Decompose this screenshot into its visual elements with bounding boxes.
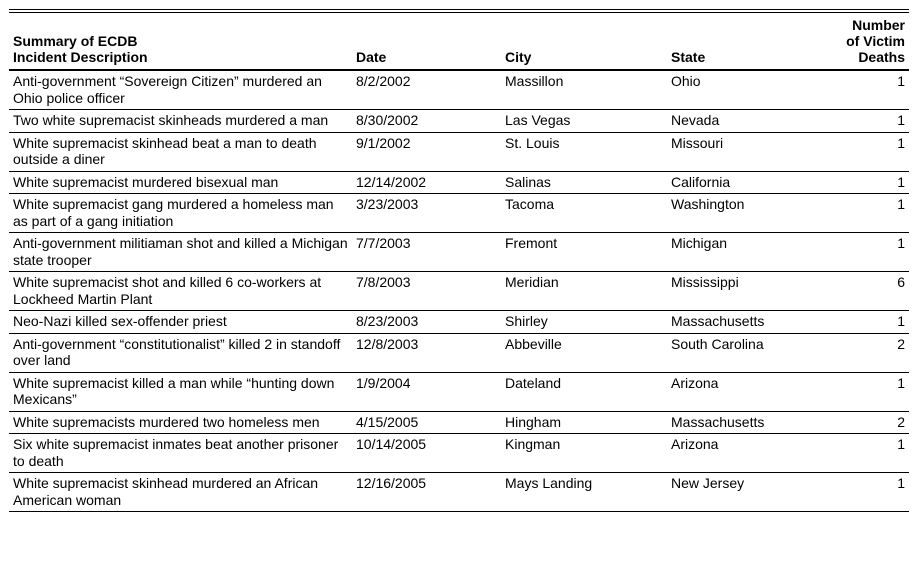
cell-city: Las Vegas (505, 112, 571, 128)
cell-date: 1/9/2004 (356, 374, 411, 391)
cell-deaths: 1 (897, 134, 905, 151)
header-description (9, 17, 352, 70)
cell-city: Dateland (505, 374, 562, 391)
table-row (9, 171, 909, 194)
cell-date: 4/15/2005 (356, 413, 419, 430)
cell-deaths: 1 (897, 173, 905, 190)
cell-date: 7/8/2003 (356, 274, 411, 290)
header-city: City (505, 49, 532, 65)
cell-description: White supremacist shot and killed 6 co-workers at Lockheed Martin Plant (13, 274, 322, 307)
cell-description: White supremacist gang murdered a homeless man as part of a gang initiation (13, 196, 334, 229)
table-row (9, 311, 909, 334)
header-deaths-line1: Number (852, 17, 905, 33)
table-row (9, 70, 909, 110)
cell-deaths: 1 (897, 112, 905, 128)
cell-state: Arizona (671, 374, 719, 391)
table-header (9, 17, 909, 70)
cell-state: Massachusetts (671, 413, 765, 430)
cell-description: White supremacist murdered bisexual man (13, 173, 279, 190)
cell-description: Six white supremacist inmates beat another prisoner to death (13, 436, 339, 469)
cell-date: 9/1/2002 (356, 134, 411, 151)
header-description-line2: Incident Description (13, 49, 148, 65)
header-description-line1: Summary of ECDB (13, 33, 138, 49)
cell-city: Salinas (505, 173, 551, 190)
cell-city: Hingham (505, 413, 562, 430)
header-deaths-line2: of Victim (846, 33, 905, 49)
cell-state: Missouri (671, 134, 724, 151)
table-row (9, 372, 909, 411)
cell-date: 7/7/2003 (356, 235, 411, 251)
cell-city: Kingman (505, 436, 561, 452)
cell-date: 12/14/2002 (356, 173, 427, 190)
cell-date: 8/30/2002 (356, 112, 419, 128)
cell-date: 12/8/2003 (356, 335, 419, 352)
header-deaths-line3: Deaths (858, 49, 905, 65)
cell-state: Arizona (671, 436, 719, 452)
header-row (9, 17, 909, 70)
cell-state: Washington (671, 196, 745, 212)
table-body (9, 70, 909, 512)
table-row (9, 194, 909, 233)
top-double-rule (9, 9, 909, 13)
cell-description: Anti-government “Sovereign Citizen” murdered an Ohio police officer (13, 73, 322, 106)
table-row (9, 132, 909, 171)
cell-deaths: 1 (897, 73, 905, 89)
cell-city: Massillon (505, 73, 564, 89)
cell-description: Anti-government “constitutionalist” killed 2 in standoff over land (13, 335, 341, 368)
header-state: State (671, 49, 706, 65)
cell-description: White supremacist skinhead murdered an African American woman (13, 475, 319, 508)
header-deaths (829, 17, 909, 70)
cell-deaths: 2 (897, 413, 905, 430)
cell-deaths: 1 (897, 313, 905, 329)
cell-deaths: 1 (897, 235, 905, 251)
cell-deaths: 6 (897, 274, 905, 290)
cell-deaths: 1 (897, 374, 905, 391)
table-row (9, 333, 909, 372)
cell-date: 8/23/2003 (356, 313, 419, 329)
incident-table-container (9, 9, 909, 512)
cell-state: California (671, 173, 731, 190)
cell-date: 8/2/2002 (356, 73, 411, 89)
cell-description: White supremacist skinhead beat a man to death outside a diner (13, 134, 317, 167)
cell-state: Mississippi (671, 274, 739, 290)
cell-deaths: 2 (897, 335, 905, 352)
cell-state: Massachusetts (671, 313, 765, 329)
cell-description: White supremacists murdered two homeless men (13, 413, 320, 430)
cell-state: South Carolina (671, 335, 764, 352)
cell-date: 10/14/2005 (356, 436, 427, 452)
cell-city: Abbeville (505, 335, 562, 352)
cell-city: Fremont (505, 235, 558, 251)
table-row (9, 411, 909, 434)
cell-description: White supremacist killed a man while “hunting down Mexicans” (13, 374, 335, 407)
cell-description: Neo-Nazi killed sex-offender priest (13, 313, 227, 329)
cell-state: Nevada (671, 112, 720, 128)
cell-date: 3/23/2003 (356, 196, 419, 212)
cell-city: Shirley (505, 313, 548, 329)
cell-state: Michigan (671, 235, 728, 251)
cell-city: Mays Landing (505, 475, 593, 491)
cell-deaths: 1 (897, 475, 905, 491)
cell-state: Ohio (671, 73, 701, 89)
cell-deaths: 1 (897, 196, 905, 212)
table-row (9, 473, 909, 512)
cell-description: Anti-government militiaman shot and killed a Michigan state trooper (13, 235, 348, 268)
table-row (9, 434, 909, 473)
header-date: Date (356, 49, 387, 65)
cell-description: Two white supremacist skinheads murdered a man (13, 112, 329, 128)
cell-date: 12/16/2005 (356, 475, 427, 491)
incident-table (9, 17, 909, 512)
cell-city: Tacoma (505, 196, 555, 212)
table-row (9, 110, 909, 133)
cell-state: New Jersey (671, 475, 745, 491)
cell-deaths: 1 (897, 436, 905, 452)
cell-city: Meridian (505, 274, 559, 290)
table-row (9, 233, 909, 272)
table-row (9, 272, 909, 311)
cell-city: St. Louis (505, 134, 560, 151)
